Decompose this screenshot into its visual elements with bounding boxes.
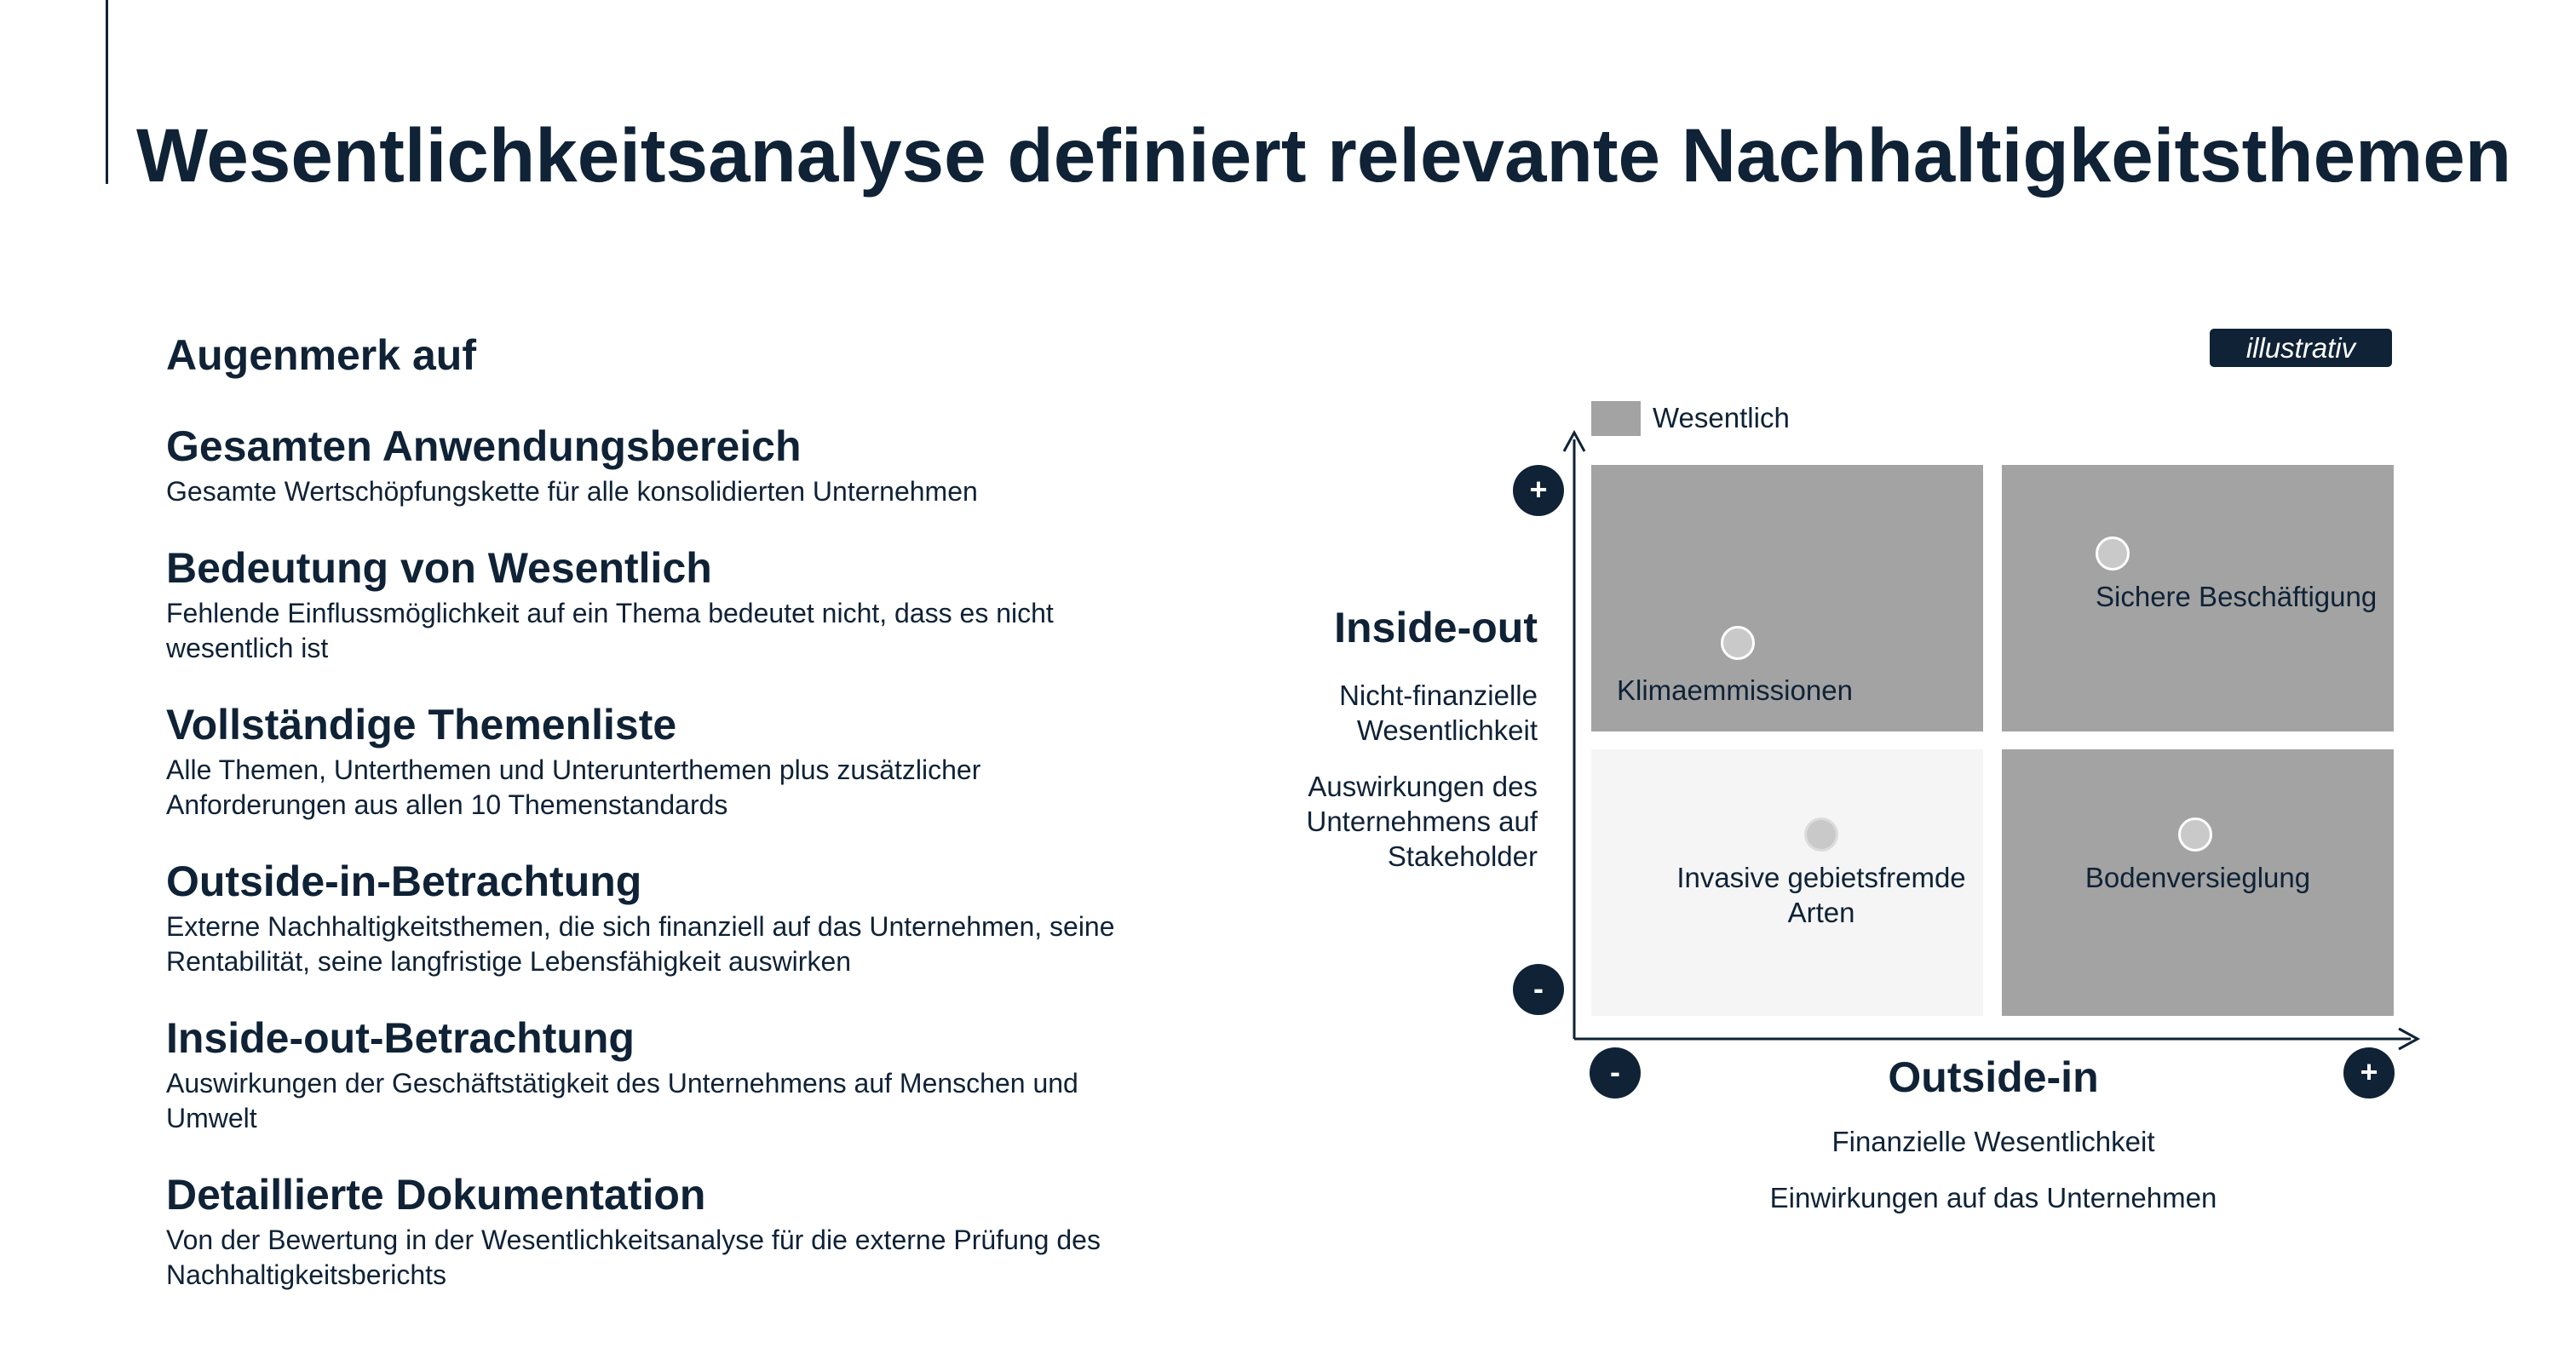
y-axis-plus-marker: + <box>1513 465 1564 516</box>
x-axis-description: Einwirkungen auf das Unternehmen <box>1769 1182 2217 1213</box>
x-axis-subtitle: Finanzielle Wesentlichkeit <box>1831 1126 2155 1157</box>
legend-label: Wesentlich <box>1653 402 1790 433</box>
topic-label-invasive-species: Invasive gebietsfremde Arten <box>1676 862 1966 928</box>
focus-heading: Augenmerk auf <box>166 331 476 379</box>
focus-item-heading: Gesamten Anwendungsbereich <box>166 422 802 470</box>
focus-item-heading: Vollständige Themenliste <box>166 701 677 749</box>
focus-item-text: Fehlende Einflussmöglichkeit auf ein Thema bedeutet nicht, dass es nicht wesentlich ist <box>166 598 1054 663</box>
topic-label-soil-sealing: Bodenversieglung <box>2084 862 2311 893</box>
focus-item-text: Von der Bewertung in der Wesentlichkeitsanalyse für die externe Prüfung des Nachhaltigkeitsberichts <box>166 1225 1101 1290</box>
focus-item-heading: Bedeutung von Wesentlich <box>166 544 712 592</box>
topic-label-employment: Sichere Beschäftigung <box>2096 581 2378 612</box>
focus-item-heading: Inside-out-Betrachtung <box>166 1014 635 1062</box>
focus-item-text: Alle Themen, Unterthemen und Unterunterthemen plus zusätzlicher Anforderungen aus allen 10 Themenstandards <box>166 754 981 820</box>
x-axis-plus-marker: + <box>2343 1047 2395 1098</box>
x-axis-title: Outside-in <box>1888 1053 2099 1101</box>
y-axis-description: Auswirkungen des Unternehmens auf Stakeholder <box>1306 771 1538 872</box>
illustrative-badge: illustrativ <box>2210 329 2392 367</box>
focus-item-heading: Outside-in-Betrachtung <box>166 858 642 905</box>
page-title: Wesentlichkeitsanalyse definiert relevante Nachhaltigkeitsthemen <box>136 112 2512 198</box>
focus-item-text: Externe Nachhaltigkeitsthemen, die sich finanziell auf das Unternehmen, seine Rentabilität, seine langfristige Lebensfähigkeit auswirken <box>166 911 1115 977</box>
y-axis-title: Inside-out <box>1334 604 1538 651</box>
focus-item-heading: Detaillierte Dokumentation <box>166 1171 706 1219</box>
focus-item-text: Auswirkungen der Geschäftstätigkeit des Unternehmens auf Menschen und Umwelt <box>166 1068 1078 1133</box>
focus-item-text: Gesamte Wertschöpfungskette für alle konsolidierten Unternehmen <box>166 476 978 507</box>
topic-label-climate: Klimaemmissionen <box>1617 674 1853 706</box>
y-axis-minus-marker: - <box>1513 964 1564 1015</box>
x-axis-minus-marker: - <box>1590 1047 1641 1098</box>
y-axis-subtitle: Nicht-finanzielle Wesentlichkeit <box>1339 680 1538 746</box>
